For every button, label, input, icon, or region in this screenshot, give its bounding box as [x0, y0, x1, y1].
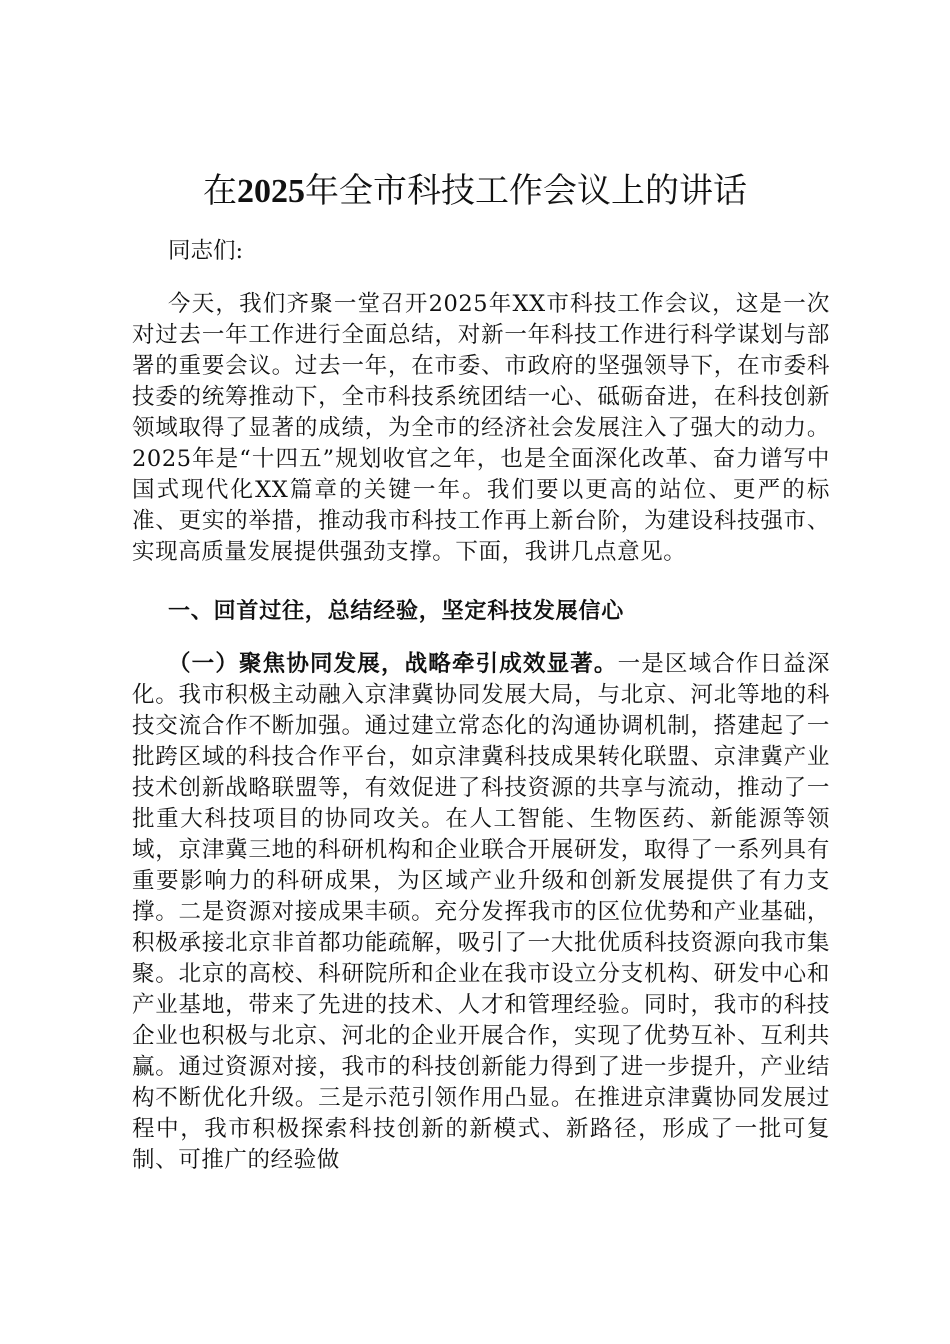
section-heading-1: 一、回首过往，总结经验，坚定科技发展信心: [168, 599, 625, 624]
subsection-paragraph-1: [132, 649, 830, 1176]
title-prefix: 在: [203, 171, 237, 211]
subsection-lead-1: （一）聚焦协同发展，战略牵引成效显著。: [168, 651, 618, 677]
document-body: [132, 236, 830, 1176]
subsection-body-1: 一是区域合作日益深化。我市积极主动融入京津冀协同发展大局，与北京、河北等地的科技交流合作不断加强。通过建立常态化的沟通协调机制，搭建起了一批跨区域的科技合作平台，如京津冀科技成果转化联盟、京津冀产业技术创新战略联盟等，有效促进了科技资源的共享与流动，推动了一批重大科技项目的协同攻关。在人工智能、生物医药、新能源等领域，京津冀三地的科研机构和企业联合开展研发，取得了一系列具有重要影响力的科研成果，为区域产业升级和创新发展提供了有力支撑。二是资源对接成果丰硕。充分发挥我市的区位优势和产业基础，积极承接北京非首都功能疏解，吸引了一大批优质科技资源向我市集聚。北京的高校、科研院所和企业在我市设立分支机构、研发中心和产业基地，带来了先进的技术、人才和管理经验。同时，我市的科技企业也积极与北京、河北的企业开展合作，实现了优势互补、互利共赢。通过资源对接，我市的科技创新能力得到了进一步提升，产业结构不断优化升级。三是示范引领作用凸显。在推进京津冀协同发展过程中，我市积极探索科技创新的新模式、新路径，形成了一批可复制、可推广的经验做: [132, 651, 830, 1173]
salutation: 同志们:: [168, 238, 244, 264]
intro-paragraph: 今天，我们齐聚一堂召开2025年XX市科技工作会议，这是一次对过去一年工作进行全面总结，对新一年科技工作进行科学谋划与部署的重要会议。过去一年，在市委、市政府的坚强领导下，在市委科技委的统筹推动下，全市科技系统团结一心、砥砺奋进，在科技创新领域取得了显著的成绩，为全市的经济社会发展注入了强大的动力。2025年是“十四五”规划收官之年，也是全面深化改革、奋力谱写中国式现代化XX篇章的关键一年。我们要以更高的站位、更严的标准、更实的举措，推动我市科技工作再上新台阶，为建设科技强市、实现高质量发展提供强劲支撑。下面，我讲几点意见。: [132, 291, 830, 565]
title-suffix: 年全市科技工作会议上的讲话: [305, 171, 747, 211]
document-title: [0, 168, 950, 215]
title-year: 2025: [237, 173, 305, 210]
